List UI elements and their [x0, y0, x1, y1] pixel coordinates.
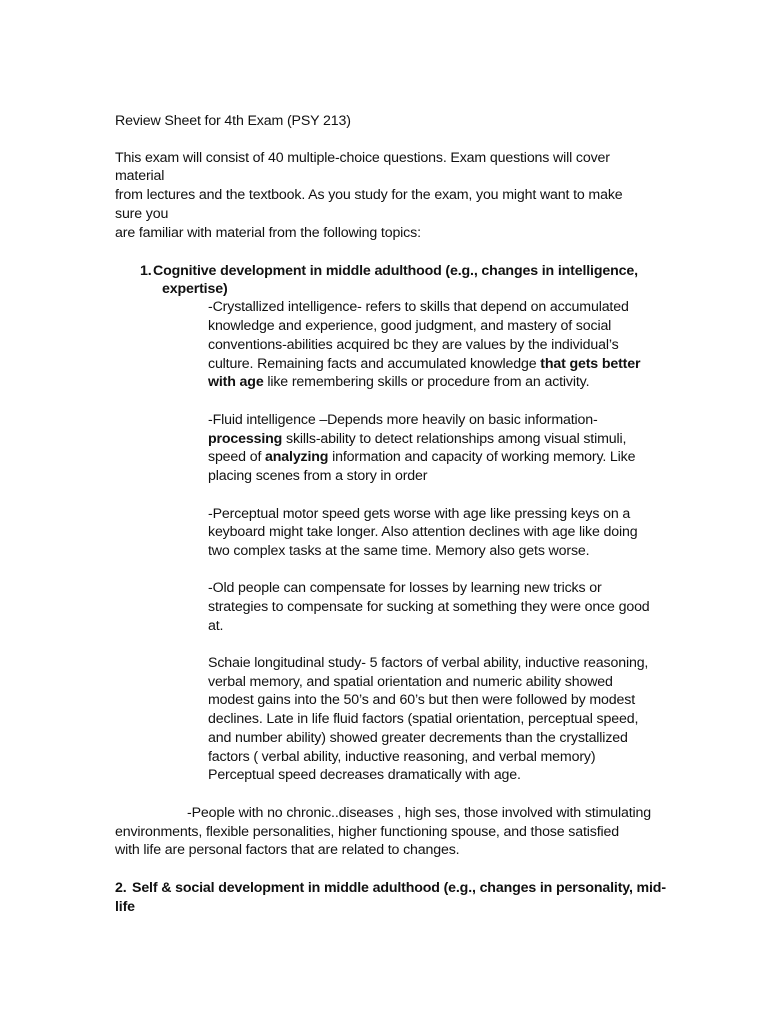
- schaie-line: Schaie longitudinal study- 5 factors of verbal ability, inductive reasoning,: [208, 655, 649, 671]
- intro-line: from lectures and the textbook. As you study for the exam, you might want to make: [115, 187, 623, 203]
- section1-number: 1.: [140, 263, 152, 279]
- intro-line: material: [115, 168, 165, 184]
- schaie-line: declines. Late in life fluid factors (spatial orientation, perceptual speed,: [208, 711, 639, 727]
- text-run: speed of: [208, 449, 266, 465]
- perceptual-line: -Perceptual motor speed gets worse with age like pressing keys on a: [208, 506, 631, 522]
- crystallized-line: [208, 373, 589, 392]
- section1-heading: Cognitive development in middle adulthood (e.g., changes in intelligence,: [153, 263, 638, 279]
- section2-heading: Self & social development in middle adulthood (e.g., changes in personality, mid-: [132, 880, 666, 896]
- bold-run: that gets better: [540, 356, 641, 372]
- crystallized-line: knowledge and experience, good judgment, and mastery of social: [208, 318, 612, 334]
- schaie-line: factors ( verbal ability, inductive reasoning, and verbal memory): [208, 749, 596, 765]
- intro-line: sure you: [115, 206, 169, 222]
- crystallized-line: -Crystallized intelligence- refers to skills that depend on accumulated: [208, 299, 629, 315]
- text-run: culture. Remaining facts and accumulated knowledge: [208, 356, 541, 372]
- people-line: with life are personal factors that are related to changes.: [115, 842, 460, 858]
- schaie-line: and number ability) showed greater decrements than the crystallized: [208, 730, 628, 746]
- document-title: Review Sheet for 4th Exam (PSY 213): [115, 113, 351, 129]
- bold-run: processing: [208, 431, 283, 447]
- people-line: -People with no chronic..diseases , high ses, those involved with stimulating: [187, 805, 651, 821]
- fluid-line: -Fluid intelligence –Depends more heavily on basic information-: [208, 412, 598, 428]
- text-run: information and capacity of working memory. Like: [328, 449, 636, 465]
- fluid-line: [208, 448, 635, 467]
- schaie-line: verbal memory, and spatial orientation and numeric ability showed: [208, 674, 613, 690]
- intro-line: are familiar with material from the following topics:: [115, 225, 421, 241]
- people-line: environments, flexible personalities, higher functioning spouse, and those satisfied: [115, 824, 619, 840]
- bold-run: analyzing: [265, 449, 329, 465]
- perceptual-line: keyboard might take longer. Also attention declines with age like doing: [208, 524, 638, 540]
- section2-heading-cont: life: [115, 899, 135, 915]
- fluid-line: [208, 430, 626, 449]
- crystallized-line: conventions-abilities acquired bc they are values by the individual’s: [208, 337, 619, 353]
- text-run: skills-ability to detect relationships among visual stimuli,: [282, 431, 627, 447]
- crystallized-line: [208, 355, 640, 374]
- intro-line: This exam will consist of 40 multiple-choice questions. Exam questions will cover: [115, 150, 610, 166]
- text-run: like remembering skills or procedure from an activity.: [263, 374, 590, 390]
- perceptual-line: two complex tasks at the same time. Memory also gets worse.: [208, 543, 590, 559]
- schaie-line: modest gains into the 50’s and 60’s but then were followed by modest: [208, 692, 636, 708]
- compensate-line: -Old people can compensate for losses by learning new tricks or: [208, 580, 602, 596]
- compensate-line: at.: [208, 618, 224, 634]
- fluid-line: placing scenes from a story in order: [208, 468, 428, 484]
- schaie-line: Perceptual speed decreases dramatically with age.: [208, 767, 521, 783]
- section1-heading-cont: expertise): [162, 281, 228, 297]
- compensate-line: strategies to compensate for sucking at something they were once good: [208, 599, 650, 615]
- section2-number: 2.: [115, 880, 127, 896]
- bold-run: with age: [208, 374, 264, 390]
